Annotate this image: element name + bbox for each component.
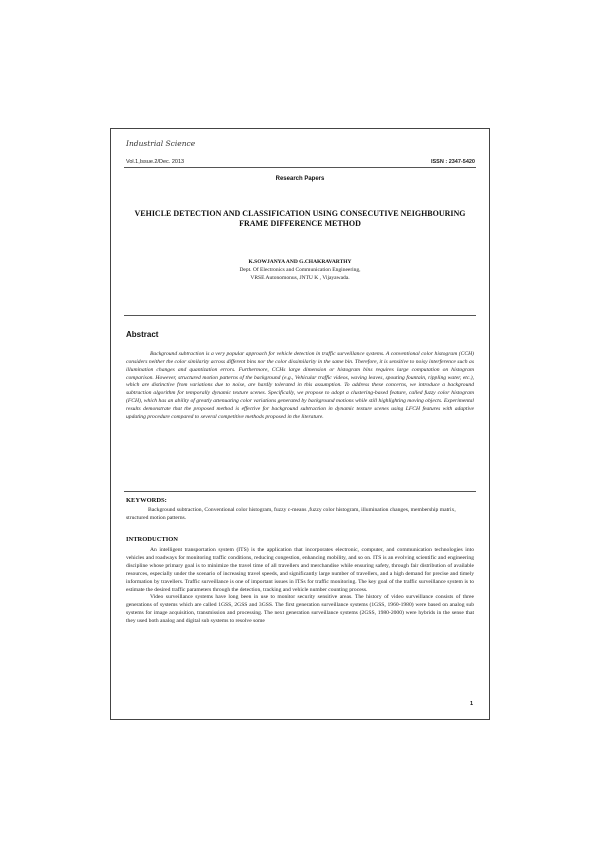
- page-number: 1: [469, 701, 473, 707]
- affiliation-line-2: VRSE Autonomonus, JNTU K , Vijayawada.: [250, 274, 350, 281]
- authors: K.SOWJANYA AND G.CHAKRAVARTHY: [248, 259, 352, 265]
- section-type: Research Papers: [275, 176, 325, 182]
- volume-info: Vol.1,Issue.2/Dec. 2013: [126, 159, 185, 165]
- affiliation: [111, 267, 489, 282]
- introduction-paragraph-2: Video surveillance systems have long been in use to monitor security sensitive areas. The history of video surveillance consists of three generations of systems which are called 1GSS, 2GSS and 3GSS. The first generation surveillance systems (1GSS, 1960-1980) were based on analog sub systems for image acquisition, transmission and processing. The next generation surveillance systems (2GSS, 1980-2000) were hybrids in the sense that they used both analog and digital sub systems to resolve some: [126, 594, 474, 625]
- keywords-body: Background subtraction, Conventional color histogram, fuzzy c-means ,fuzzy color histogram, illumination changes, membership matrix, structured motion patterns.: [126, 507, 456, 521]
- introduction-heading: INTRODUCTION: [126, 536, 179, 543]
- header-rule: [124, 167, 476, 168]
- abstract-heading: Abstract: [126, 330, 159, 339]
- journal-name: Industrial Science: [126, 139, 196, 148]
- keywords-heading: KEYWORDS:: [126, 497, 167, 504]
- keywords-rule: [124, 491, 476, 492]
- abstract-body: Background subtraction is a very popular approach for vehicle detection in traffic surveillance systems. A conventional color histogram (CCH) considers neither the color similarity across different bins nor the color dissimilarity in the same bin. Therefore, it is sensitive to noisy interference such as illumination changes and quantization errors. Furthermore, CCHs large dimension or histogram bins requires large computation on histogram comparison. However, structured motion patterns of the background (e.g., Vehicular traffic videos, waving leaves, spouting fountain, rippling water, etc.), which are distinctive from variations due to noise, are hardly tolerated in this assumption. To address these concerns, we introduce a background subtraction algorithm for temporally dynamic texture scenes. Specifically, we propose to adopt a clustering-based feature, called fuzzy color histogram (FCH), which has an ability of greatly attenuating color variations generated by background motions while still highlighting moving objects. Experimental results demonstrate that the proposed method is effective for background subtraction in dynamic texture scenes using LFCH features with adaptive updating procedure compared to several competitive methods proposed in the literature.: [126, 351, 474, 420]
- paper-title: VEHICLE DETECTION AND CLASSIFICATION USING CONSECUTIVE NEIGHBOURING FRAME DIFFERENCE METHOD: [134, 209, 466, 228]
- introduction-paragraph-1: An intelligent transportation system (ITS) is the application that incorporates electronic, computer, and communication technologies into vehicles and roadways for monitoring traffic conditions, reducing congestion, enhancing mobility, and so on. ITS is an evolving scientific and engineering discipline whose primary goal is to minimize the travel time of all travellers and merchandise while ensuring safety, through fair distribution of available resources, especially under the scenario of increasing travel speeds, and significantly large number of travellers, and a high demand for precise and timely information by travellers. Traffic surveillance is one of important issues in ITSs for traffic monitoring. The key goal of the traffic surveillance system is to estimate the desired traffic parameters through the detection, tracking and vehicle number counting process.: [126, 547, 474, 593]
- page-frame: [110, 128, 490, 720]
- introduction-body: [126, 547, 474, 626]
- abstract-rule: [124, 315, 476, 316]
- issn: ISSN : 2347-5420: [430, 159, 475, 165]
- affiliation-line-1: Dept. Of Electronics and Communication Engineering,: [239, 267, 361, 273]
